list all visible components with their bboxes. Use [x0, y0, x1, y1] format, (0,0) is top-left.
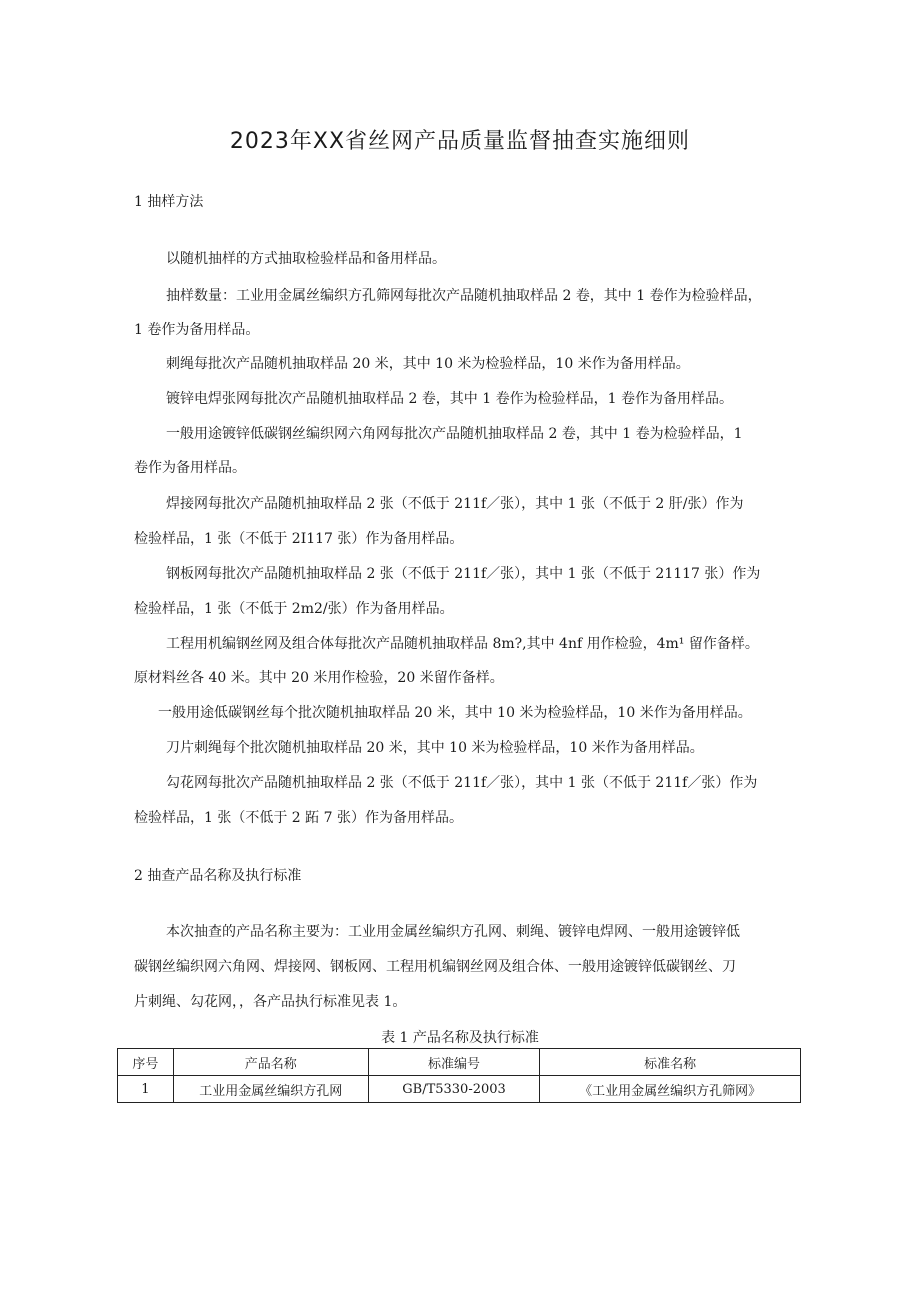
paragraph-line: 钢板网每批次产品随机抽取样品 2 张（不低于 211f／张），其中 1 张（不低于 21117 张）作为	[166, 566, 761, 582]
paragraph-line: 检验样品，1 张（不低于 2m2/张）作为备用样品。	[134, 601, 454, 617]
table-cell-seq: 1	[118, 1076, 174, 1103]
paragraph-line: 工程用机编钢丝网及组合体每批次产品随机抽取样品 8m?,其中 4nf 用作检验，4m¹ 留作备样。	[166, 636, 759, 652]
table-cell-standard-name: 《工业用金属丝编织方孔筛网》	[540, 1076, 801, 1103]
column-header-standard-code: 标准编号	[368, 1049, 539, 1076]
table-cell-product-name: 工业用金属丝编织方孔网	[173, 1076, 368, 1103]
paragraph-line: 勾花网每批次产品随机抽取样品 2 张（不低于 211f／张），其中 1 张（不低于 211f／张）作为	[166, 775, 758, 791]
table-row	[118, 1076, 801, 1103]
paragraph-line: 1 卷作为备用样品。	[134, 322, 260, 338]
column-header-product-name: 产品名称	[173, 1049, 368, 1076]
paragraph-line: 以随机抽样的方式抽取检验样品和备用样品。	[166, 251, 446, 267]
paragraph-line: 原材料丝各 40 米。其中 20 米用作检验，20 米留作备样。	[134, 670, 504, 686]
paragraph-line: 一般用途镀锌低碳钢丝编织网六角网每批次产品随机抽取样品 2 卷，其中 1 卷为检验样品，1	[166, 426, 743, 442]
paragraph-line: 一般用途低碳钢丝每个批次随机抽取样品 20 米，其中 10 米为检验样品，10 米作为备用样品。	[158, 705, 752, 721]
paragraph-line: 检验样品，1 张（不低于 2I117 张）作为备用样品。	[134, 531, 464, 547]
paragraph-line: 片刺绳、勾花网，，各产品执行标准见表 1。	[134, 994, 407, 1010]
table-header-row	[118, 1049, 801, 1076]
paragraph-line: 碳钢丝编织网六角网、焊接网、钢板网、工程用机编钢丝网及组合体、一般用途镀锌低碳钢丝、刀	[134, 959, 736, 975]
column-header-standard-name: 标准名称	[540, 1049, 801, 1076]
section-2-heading: 2 抽查产品名称及执行标准	[134, 868, 302, 884]
paragraph-line: 焊接网每批次产品随机抽取样品 2 张（不低于 211f／张），其中 1 张（不低于 2 肝/张）作为	[166, 496, 744, 512]
paragraph-line: 检验样品，1 张（不低于 2 跖 7 张）作为备用样品。	[134, 810, 463, 826]
paragraph-line: 卷作为备用样品。	[134, 460, 246, 476]
paragraph-line: 抽样数量：工业用金属丝编织方孔筛网每批次产品随机抽取样品 2 卷，其中 1 卷作为检验样品，	[166, 288, 762, 304]
paragraph-line: 镀锌电焊张网每批次产品随机抽取样品 2 卷，其中 1 卷作为检验样品，1 卷作为备用样品。	[166, 391, 733, 407]
paragraph-line: 刺绳每批次产品随机抽取样品 20 米，其中 10 米为检验样品，10 米作为备用样品。	[166, 356, 690, 372]
section-1-heading: 1 抽样方法	[134, 194, 204, 210]
paragraph-line: 本次抽查的产品名称主要为：工业用金属丝编织方孔网、刺绳、镀锌电焊网、一般用途镀锌低	[166, 924, 740, 940]
table-caption: 表 1 产品名称及执行标准	[381, 1030, 539, 1046]
standards-table	[117, 1048, 801, 1103]
document-title: 2023年XX省丝网产品质量监督抽查实施细则	[229, 129, 691, 154]
table-cell-standard-code: GB/T5330-2003	[368, 1076, 539, 1103]
column-header-seq: 序号	[118, 1049, 174, 1076]
paragraph-line: 刀片刺绳每个批次随机抽取样品 20 米，其中 10 米为检验样品，10 米作为备用样品。	[166, 740, 704, 756]
